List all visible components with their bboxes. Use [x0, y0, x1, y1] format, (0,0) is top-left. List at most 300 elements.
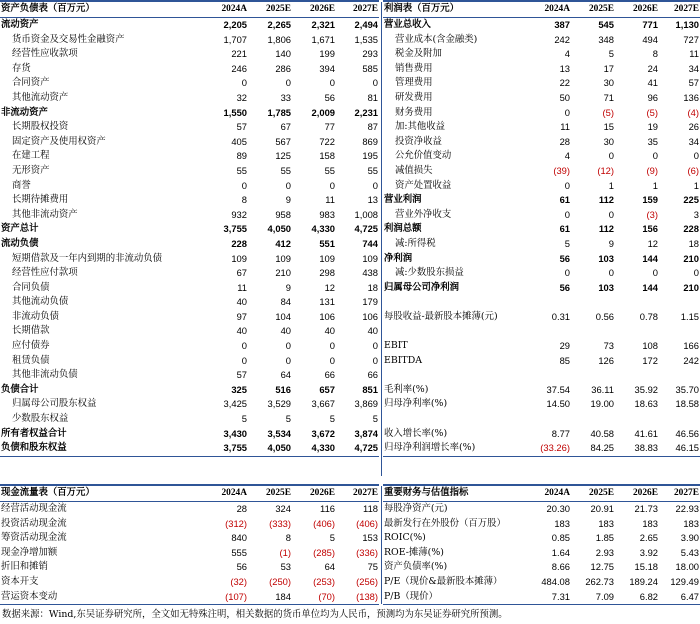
table-row: [383, 546, 700, 561]
row-value: 41.61: [634, 427, 658, 439]
income-statement-body: [383, 1, 700, 456]
row-value: 2,231: [354, 106, 378, 118]
row-value: 3,874: [354, 427, 378, 439]
row-label: 在建工程: [12, 150, 50, 162]
row-value: 4,725: [354, 223, 378, 235]
row-value: 156: [642, 223, 658, 235]
row-value: 1.15: [680, 310, 699, 322]
row-value: 4,050: [267, 223, 291, 235]
income-statement-table: [383, 0, 700, 457]
row-value: 116: [320, 503, 335, 514]
row-value: 348: [598, 33, 614, 45]
row-value: 6.47: [659, 590, 700, 605]
metrics-year-header: 2025E: [571, 485, 615, 502]
row-value: 22: [559, 77, 570, 89]
table-row: [383, 412, 700, 427]
row-value: 183: [683, 517, 699, 529]
row-value: 35.92: [634, 383, 658, 395]
row-value: 1,130: [675, 19, 699, 30]
row-value: 67: [280, 121, 291, 133]
balance-year-header: 2027E: [336, 1, 379, 18]
row-value: 18.63: [634, 398, 658, 410]
row-value: 3,667: [311, 398, 335, 410]
row-value: 18.58: [675, 398, 699, 410]
table-row: [383, 441, 700, 456]
row-value: 96: [647, 91, 658, 103]
row-value: 387: [554, 19, 570, 30]
table-row: [0, 193, 379, 208]
row-value: 183: [642, 517, 658, 529]
row-label: 租赁负债: [12, 354, 50, 366]
row-value: 555: [231, 546, 247, 558]
row-value: 958: [275, 208, 291, 220]
row-value: 57: [688, 77, 699, 89]
row-value: 46.15: [659, 441, 700, 456]
table-row: [383, 18, 700, 33]
row-value: 84: [280, 296, 291, 308]
row-value: 0.31: [551, 310, 570, 322]
table-row: [0, 590, 379, 605]
row-value: (107): [205, 590, 248, 605]
row-label: 最新发行在外股份（百万股）: [384, 517, 506, 529]
table-row: [383, 560, 700, 575]
table-row: [383, 383, 700, 398]
row-value: [615, 295, 659, 310]
row-value: 210: [683, 252, 699, 264]
row-value: [615, 324, 659, 339]
row-value: 246: [231, 62, 247, 74]
row-value: 840: [231, 532, 247, 544]
row-value: 293: [362, 48, 378, 60]
row-value: 32: [236, 91, 247, 103]
row-value: 3,755: [223, 223, 247, 235]
row-value: 851: [362, 383, 378, 395]
table-row: [0, 252, 379, 267]
table-row: [0, 164, 379, 179]
row-value: 57: [236, 121, 247, 133]
table-row: [383, 295, 700, 310]
row-label: 归母净利率(%): [384, 398, 448, 410]
row-value: 438: [362, 267, 378, 279]
table-row: [383, 164, 700, 179]
table-row: [0, 281, 379, 296]
table-row: [383, 281, 700, 296]
row-value: 40: [367, 325, 378, 337]
cashflow-year-header: 2027E: [336, 485, 379, 502]
row-value: 932: [231, 208, 247, 220]
row-label: 资本开支: [1, 575, 39, 587]
row-label: 加:其他收益: [395, 121, 446, 133]
table-row: [383, 502, 700, 517]
row-value: 412: [275, 237, 291, 249]
table-row: [0, 18, 379, 33]
row-value: 56: [324, 91, 335, 103]
row-value: 3,430: [223, 427, 247, 439]
row-value: 3,529: [267, 398, 291, 410]
cashflow-year-header: 2025E: [248, 485, 292, 502]
table-row: [383, 252, 700, 267]
row-value: 1: [608, 179, 614, 191]
row-value: 0: [372, 179, 378, 191]
row-value: 0: [329, 340, 335, 352]
row-value: [571, 412, 615, 427]
row-label: 长期股权投资: [12, 121, 69, 133]
row-value: 159: [642, 194, 658, 206]
table-row: [383, 222, 700, 237]
row-value: [615, 368, 659, 383]
row-value: 140: [275, 48, 291, 60]
balance-year-header: 2024A: [205, 1, 248, 18]
row-value: (256): [356, 575, 378, 587]
row-value: 727: [683, 33, 699, 45]
row-value: 183: [554, 517, 570, 529]
divider-vertical: [381, 2, 382, 476]
row-label: 减:少数股东损益: [395, 267, 464, 279]
row-label: 税金及附加: [395, 48, 442, 60]
row-label: P/E（现价&最新股本摊薄）: [384, 575, 503, 587]
row-label: 减值损失: [395, 164, 433, 176]
row-value: 1,707: [223, 33, 247, 45]
row-value: 8: [241, 194, 247, 206]
row-value: 13: [559, 62, 570, 74]
row-value: 3,672: [311, 427, 335, 439]
row-value: 3,425: [223, 398, 247, 410]
row-value: 85: [559, 354, 570, 366]
row-value: 2,321: [311, 19, 335, 30]
row-value: 0.78: [639, 310, 658, 322]
row-value: 61: [559, 194, 570, 206]
row-value: 0: [285, 77, 291, 89]
row-value: 18.00: [675, 561, 699, 573]
table-row: [383, 590, 700, 605]
table-row: [383, 237, 700, 252]
row-value: 221: [231, 48, 247, 60]
row-value: 40: [236, 325, 247, 337]
row-value: 744: [362, 237, 378, 249]
table-row: [383, 193, 700, 208]
table-row: [0, 47, 379, 62]
row-label: 负债和股东权益: [0, 441, 205, 456]
row-value: 50: [559, 91, 570, 103]
row-label: 长期待摊费用: [12, 194, 69, 206]
row-value: 2.93: [595, 546, 614, 558]
balance-sheet-table: [0, 0, 379, 457]
row-value: 228: [231, 237, 247, 249]
row-value: 0: [241, 354, 247, 366]
row-value: 109: [362, 252, 378, 264]
table-row: [383, 339, 700, 354]
row-value: 67: [236, 267, 247, 279]
row-value: 12: [647, 237, 658, 249]
row-value: (3): [646, 208, 658, 220]
row-label: 营业外净收支: [395, 208, 452, 220]
row-value: 7.31: [528, 590, 571, 605]
table-row: [0, 531, 379, 546]
row-value: 1,008: [354, 208, 378, 220]
row-label: 营业利润: [384, 194, 422, 206]
income-statement-panel: [383, 0, 700, 457]
row-value: 103: [598, 252, 614, 264]
table-row: [383, 310, 700, 325]
source-footnote: 数据来源：Wind,东吴证券研究所，全文如无特殊注明，相关数据的货币单位均为人民币，预测均为东吴证券研究所预测。: [2, 609, 508, 620]
table-row: [0, 76, 379, 91]
row-value: (33.26): [528, 441, 571, 456]
table-row: [0, 339, 379, 354]
row-value: 722: [319, 135, 335, 147]
row-label: 少数股东权益: [12, 413, 69, 425]
table-row: [383, 149, 700, 164]
row-value: 131: [319, 296, 335, 308]
metrics-body: [383, 485, 700, 605]
row-label: 其他非流动负债: [12, 369, 78, 381]
row-value: 136: [683, 91, 699, 103]
row-value: 0: [329, 179, 335, 191]
row-value: (39): [553, 164, 570, 176]
row-value: 9: [285, 281, 291, 293]
row-value: 36.11: [591, 383, 614, 395]
row-value: 5.43: [680, 546, 699, 558]
row-value: 0: [564, 179, 570, 191]
row-label: 合同负债: [12, 281, 50, 293]
row-value: 17: [603, 62, 614, 74]
row-value: (312): [225, 517, 247, 529]
row-label: 归属母公司股东权益: [12, 398, 97, 410]
row-value: 30: [603, 77, 614, 89]
table-row: [383, 91, 700, 106]
row-value: 325: [231, 383, 247, 395]
row-value: (32): [230, 575, 247, 587]
row-value: 0: [241, 179, 247, 191]
row-value: [659, 412, 700, 427]
row-value: [659, 324, 700, 339]
table-row: [0, 120, 379, 135]
row-value: 11: [237, 281, 247, 293]
row-label: 毛利率(%): [384, 383, 429, 395]
table-row: [0, 33, 379, 48]
row-value: 172: [642, 354, 658, 366]
row-value: 551: [319, 237, 335, 249]
table-row: [383, 531, 700, 546]
metrics-panel: [383, 484, 700, 605]
table-row: [383, 397, 700, 412]
row-value: 108: [642, 340, 658, 352]
row-value: 494: [642, 33, 658, 45]
metrics-year-header: 2026E: [615, 485, 659, 502]
row-value: 112: [598, 223, 614, 235]
row-value: 7.09: [571, 590, 615, 605]
cashflow-year-header: 2024A: [205, 485, 248, 502]
row-label: ROIC(%): [384, 532, 426, 544]
row-value: 4: [564, 150, 570, 162]
row-value: (5): [602, 106, 614, 118]
row-value: 34: [688, 62, 699, 74]
row-value: 516: [275, 383, 291, 395]
row-value: 19.00: [590, 398, 614, 410]
row-value: 657: [319, 383, 335, 395]
row-value: 210: [275, 267, 291, 279]
row-value: (336): [356, 546, 378, 558]
balance-year-header: 2025E: [248, 1, 292, 18]
metrics-year-header: 2024A: [528, 485, 571, 502]
row-value: 64: [280, 369, 291, 381]
table-row: [383, 120, 700, 135]
row-value: 298: [319, 267, 335, 279]
row-value: (253): [313, 575, 335, 587]
row-value: 2,009: [311, 106, 335, 118]
row-value: 0: [652, 150, 658, 162]
balance-header-row: [0, 1, 379, 18]
row-value: 0: [329, 77, 335, 89]
row-value: (250): [269, 575, 291, 587]
table-row: [383, 427, 700, 442]
row-value: 394: [319, 62, 335, 74]
row-value: 1,535: [354, 33, 378, 45]
cash-flow-body: [0, 485, 379, 605]
row-label: 净利润: [384, 252, 413, 264]
table-row: [383, 135, 700, 150]
row-value: 1: [693, 179, 699, 191]
row-value: (70): [292, 590, 336, 605]
row-value: 2,265: [267, 19, 291, 30]
row-value: 0: [564, 208, 570, 220]
row-value: 0: [285, 354, 291, 366]
table-row: [0, 324, 379, 339]
row-value: (6): [687, 164, 699, 176]
row-value: 56: [236, 561, 247, 573]
row-value: 3,869: [354, 398, 378, 410]
row-value: 125: [275, 150, 291, 162]
row-value: 567: [275, 135, 291, 147]
row-label: 归属母公司净利润: [384, 281, 460, 293]
row-value: 55: [367, 164, 378, 176]
row-value: 118: [363, 503, 378, 514]
row-label: 长期借款: [12, 325, 50, 337]
row-value: 40: [324, 325, 335, 337]
row-value: 20.30: [546, 503, 570, 514]
row-value: 324: [275, 503, 291, 514]
row-value: 14.50: [546, 398, 570, 410]
row-value: 109: [275, 252, 291, 264]
row-value: 166: [683, 340, 699, 352]
row-label: [383, 368, 528, 383]
row-value: 0.85: [551, 532, 570, 544]
row-value: 184: [248, 590, 292, 605]
row-value: 77: [324, 121, 335, 133]
row-value: 22.93: [675, 503, 699, 514]
row-value: 5: [285, 413, 291, 425]
row-value: 3.90: [680, 532, 699, 544]
row-value: 545: [598, 19, 614, 30]
row-label: 归母净利润增长率(%): [383, 441, 528, 456]
table-row: [0, 266, 379, 281]
row-value: 26: [688, 121, 699, 133]
row-value: 1.64: [551, 546, 570, 558]
row-value: 75: [367, 561, 378, 573]
row-label: 资产处置收益: [395, 179, 452, 191]
row-value: (9): [646, 164, 658, 176]
row-value: 983: [319, 208, 335, 220]
row-value: 57: [236, 369, 247, 381]
row-label: 每股净资产(元): [384, 503, 448, 514]
table-row: [0, 354, 379, 369]
row-value: 0: [608, 150, 614, 162]
row-label: 非流动资产: [1, 106, 48, 118]
row-value: [659, 295, 700, 310]
row-value: 55: [280, 164, 291, 176]
row-value: 0: [372, 77, 378, 89]
row-value: 199: [319, 48, 335, 60]
row-value: 4,330: [311, 223, 335, 235]
row-value: 286: [275, 62, 291, 74]
row-value: 9: [285, 194, 291, 206]
row-value: 8: [285, 532, 291, 544]
income-year-header: 2027E: [659, 1, 700, 18]
row-value: 0: [652, 267, 658, 279]
row-value: 109: [231, 252, 247, 264]
row-value: 0: [285, 179, 291, 191]
income-title: 利润表（百万元）: [383, 1, 528, 18]
row-value: 153: [362, 532, 378, 544]
row-value: 66: [324, 369, 335, 381]
row-label: 营业成本(含金融类): [395, 33, 478, 45]
row-value: 71: [603, 91, 614, 103]
metrics-header-row: [383, 485, 700, 502]
row-value: 144: [642, 252, 658, 264]
row-value: 0.56: [595, 310, 614, 322]
row-value: (285): [313, 546, 335, 558]
row-value: 13: [367, 194, 378, 206]
row-label: 其他流动负债: [12, 296, 69, 308]
row-value: [528, 324, 571, 339]
income-header-row: [383, 1, 700, 18]
row-value: 53: [280, 561, 291, 573]
table-row: [383, 33, 700, 48]
row-value: 3: [693, 208, 699, 220]
row-value: 0: [372, 354, 378, 366]
row-value: 585: [362, 62, 378, 74]
metrics-table: [383, 484, 700, 605]
row-value: 89: [236, 150, 247, 162]
row-value: 126: [598, 354, 614, 366]
row-value: 28: [236, 503, 247, 514]
row-value: 3.92: [639, 546, 658, 558]
row-value: 73: [603, 340, 614, 352]
row-label: 每股收益-最新股本摊薄(元): [384, 310, 498, 322]
row-value: 158: [319, 150, 335, 162]
cashflow-year-header: 2026E: [292, 485, 336, 502]
row-value: 484.08: [541, 575, 570, 587]
row-value: 189.24: [629, 575, 658, 587]
row-label: 非流动负债: [12, 310, 59, 322]
row-value: 0: [241, 340, 247, 352]
row-value: 1,550: [223, 106, 247, 118]
cashflow-title: 现金流量表（百万元）: [0, 485, 205, 502]
row-value: 18: [367, 281, 378, 293]
row-value: 109: [319, 252, 335, 264]
row-value: 106: [319, 310, 335, 322]
row-value: 112: [598, 194, 614, 206]
row-value: 61: [559, 223, 570, 235]
row-value: 3,534: [267, 427, 291, 439]
row-label: 经营活动现金流: [1, 503, 67, 514]
row-value: 40: [236, 296, 247, 308]
row-value: 8: [652, 48, 658, 60]
row-value: 4: [564, 48, 570, 60]
row-value: (406): [313, 517, 335, 529]
row-value: 183: [598, 517, 614, 529]
row-value: 1,806: [267, 33, 291, 45]
row-value: 0: [285, 340, 291, 352]
